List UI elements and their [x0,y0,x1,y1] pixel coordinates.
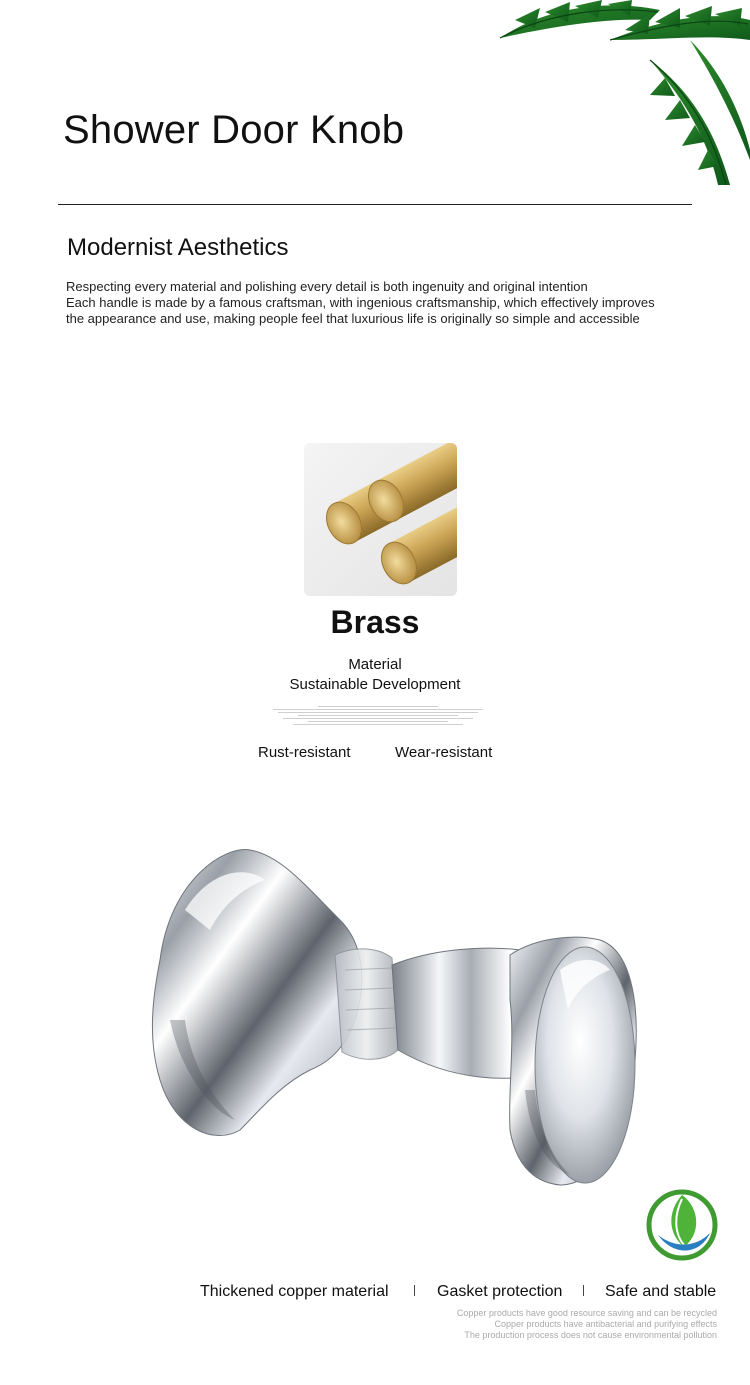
intro-line: Each handle is made by a famous craftsman, with ingenious craftsmanship, which effectively improves [66,295,655,310]
fine-print-decoration [270,706,485,732]
material-name: Brass [330,604,420,640]
feature-safe-stable: Safe and stable [605,1283,717,1300]
note-line: The production process does not cause environmental pollution [464,1330,717,1340]
section-subtitle: Modernist Aesthetics [67,234,289,261]
palm-leaves-icon [490,0,750,190]
property-wear-resistant: Wear-resistant [395,744,493,761]
intro-line: the appearance and use, making people feel that luxurious life is originally so simple and accessible [66,311,640,326]
brass-rods-icon [304,443,457,596]
note-line: Copper products have antibacterial and purifying effects [494,1319,717,1329]
material-image [304,443,457,596]
title-divider [58,204,692,205]
eco-leaf-icon [644,1185,720,1263]
feature-notes [457,1308,717,1341]
feature-gasket-protection: Gasket protection [437,1283,563,1300]
feature-separator [414,1285,415,1296]
material-label: Material [348,656,402,673]
note-line: Copper products have good resource saving and can be recycled [456,1308,717,1318]
material-tagline: Sustainable Development [289,676,461,693]
property-rust-resistant: Rust-resistant [258,744,351,761]
page-title: Shower Door Knob [63,108,405,152]
feature-thickened-copper: Thickened copper material [200,1283,389,1300]
feature-separator [583,1285,584,1296]
intro-line: Respecting every material and polishing every detail is both ingenuity and original intention [66,279,588,294]
shower-door-knob-icon [130,840,650,1200]
intro-description [66,279,706,327]
